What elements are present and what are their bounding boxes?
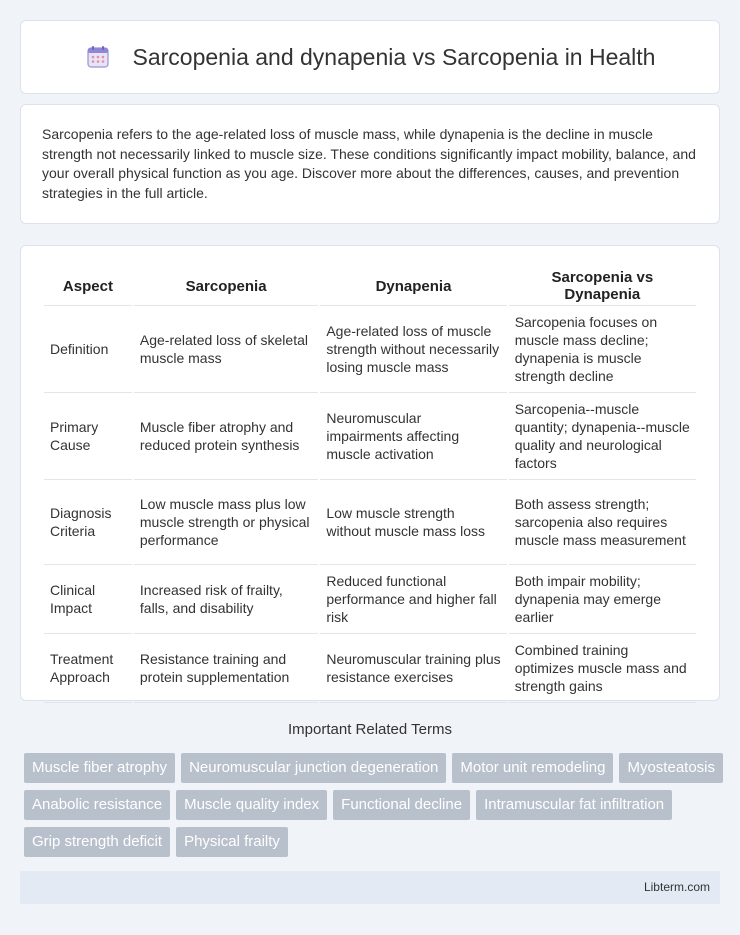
table-cell: Both impair mobility; dynapenia may emerge earlier: [509, 565, 696, 634]
intro-text: Sarcopenia refers to the age-related loss of muscle mass, while dynapenia is the decline in muscle strength not necessarily linked to muscle size. These conditions significantly impact mobility, balance, and your overall physical function as you age. Discover more about the differences, causes, and prevention strategies in the full article.: [42, 126, 696, 201]
related-terms-list: [24, 753, 724, 857]
comparison-table: [42, 263, 698, 703]
table-cell: Diagnosis Criteria: [44, 480, 132, 565]
table-cell: Definition: [44, 306, 132, 393]
table-row: [44, 480, 696, 565]
related-term-tag[interactable]: Neuromuscular junction degeneration: [181, 753, 446, 783]
header-dynapenia: Dynapenia: [320, 263, 506, 306]
related-term-tag[interactable]: Muscle fiber atrophy: [24, 753, 175, 783]
related-term-tag[interactable]: Intramuscular fat infiltration: [476, 790, 672, 820]
table-cell: Reduced functional performance and higher fall risk: [320, 565, 506, 634]
related-term-tag[interactable]: Physical frailty: [176, 827, 288, 857]
related-term-tag[interactable]: Grip strength deficit: [24, 827, 170, 857]
page-title: Sarcopenia and dynapenia vs Sarcopenia in Health: [132, 43, 656, 70]
table-cell: Combined training optimizes muscle mass and strength gains: [509, 634, 696, 703]
header-card: [20, 20, 720, 94]
header-aspect: Aspect: [44, 263, 132, 306]
table-cell: Low muscle strength without muscle mass loss: [320, 480, 506, 565]
table-cell: Clinical Impact: [44, 565, 132, 634]
table-cell: Muscle fiber atrophy and reduced protein synthesis: [134, 393, 318, 480]
table-cell: Age-related loss of muscle strength without necessarily losing muscle mass: [320, 306, 506, 393]
related-term-tag[interactable]: Myosteatosis: [619, 753, 723, 783]
header-comparison: Sarcopenia vs Dynapenia: [509, 263, 696, 306]
table-header-row: [44, 263, 696, 306]
calendar-icon: [85, 44, 111, 70]
table-cell: Neuromuscular training plus resistance exercises: [320, 634, 506, 703]
footer: [20, 871, 720, 904]
table-cell: Sarcopenia--muscle quantity; dynapenia--muscle quality and neurological factors: [509, 393, 696, 480]
table-cell: Neuromuscular impairments affecting muscle activation: [320, 393, 506, 480]
table-cell: Sarcopenia focuses on muscle mass decline; dynapenia is muscle strength decline: [509, 306, 696, 393]
related-terms-title: Important Related Terms: [288, 721, 452, 738]
related-term-tag[interactable]: Functional decline: [333, 790, 470, 820]
table-cell: Resistance training and protein supplementation: [134, 634, 318, 703]
related-term-tag[interactable]: Motor unit remodeling: [452, 753, 613, 783]
related-term-tag[interactable]: Anabolic resistance: [24, 790, 170, 820]
table-cell: Both assess strength; sarcopenia also requires muscle mass measurement: [509, 480, 696, 565]
table-cell: Low muscle mass plus low muscle strength or physical performance: [134, 480, 318, 565]
footer-link[interactable]: Libterm.com: [643, 880, 710, 894]
table-cell: Primary Cause: [44, 393, 132, 480]
comparison-table-card: [20, 245, 720, 701]
table-row: [44, 565, 696, 634]
intro-card: [20, 104, 720, 224]
header-sarcopenia: Sarcopenia: [134, 263, 318, 306]
table-cell: Increased risk of frailty, falls, and disability: [134, 565, 318, 634]
table-row: [44, 393, 696, 480]
table-row: [44, 634, 696, 703]
table-row: [44, 306, 696, 393]
table-cell: Age-related loss of skeletal muscle mass: [134, 306, 318, 393]
table-cell: Treatment Approach: [44, 634, 132, 703]
related-term-tag[interactable]: Muscle quality index: [176, 790, 327, 820]
